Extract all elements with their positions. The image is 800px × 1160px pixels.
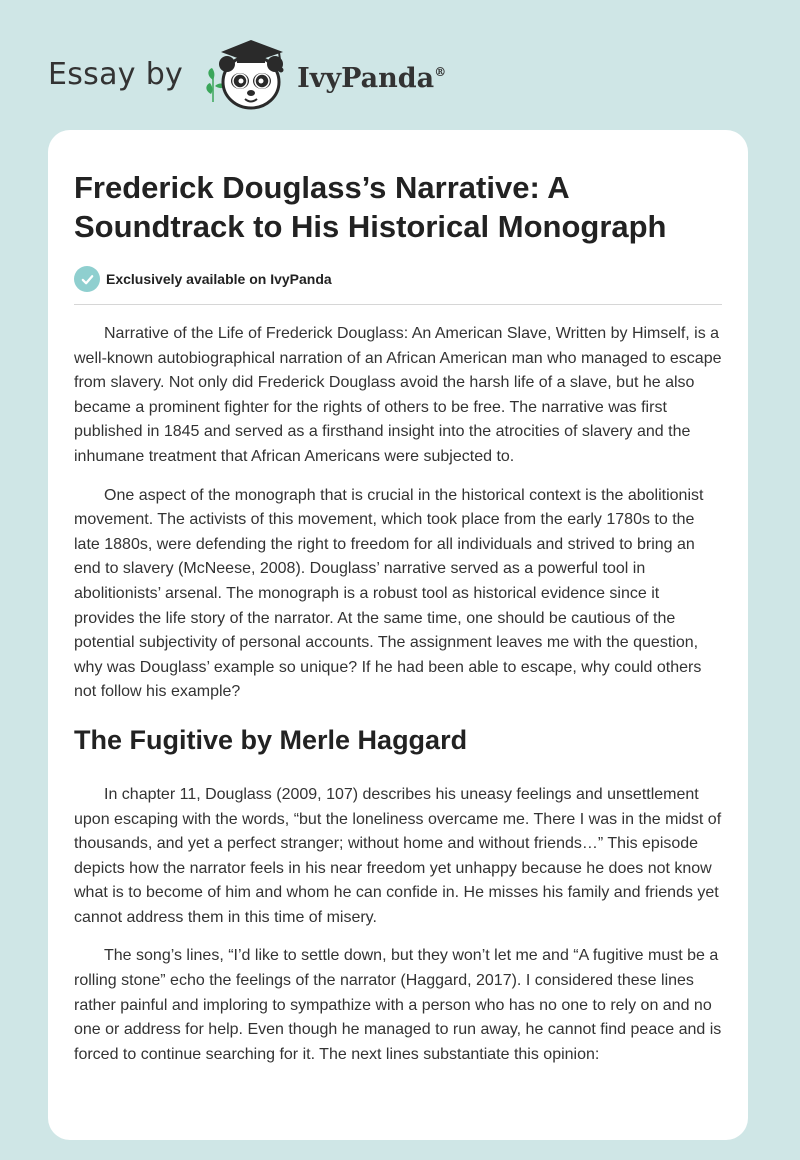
paragraph: The song’s lines, “I’d like to settle down, but they won’t let me and “A fugitive must be a rolling stone” echo the feelings of the narrator (Haggard, 2017). I considered these lines rather painful and imploring to sympathize with a person who has no one to rely on and no one or address for help. Even though he managed to run away, he cannot find peace and is forced to continue searching for it. The next lines substantiate this opinion: — [74, 947, 722, 1063]
paragraph: In chapter 11, Douglass (2009, 107) describes his uneasy feelings and unsettlement upon escaping with the words, “but the loneliness overcame me. There I was in the midst of thousands, and yet a perfect stranger; without home and without friends…” This episode depicts how the narrator feels in his near freedom yet unhappy because he does not know what is to become of him and whom he can confide in. He misses his family and friends yet cannot address them in this time of misery. — [74, 785, 722, 926]
paragraph: One aspect of the monograph that is crucial in the historical context is the abolitionist movement. The activists of this movement, which took place from the early 1780s to the late 1880s, were defending the right to freedom for all individuals and strived to bring an end to slavery (McNeese, 2008). Douglass’ narrative served as a powerful tool in abolitionists’ arsenal. The monograph is a robust tool as historical evidence since it provides the life story of the narrator. At the same time, one should be cautious of the potential subjectivity of personal accounts. The assignment leaves me with the question, why was Douglass’ example so unique? If he had been able to escape, why could others not follow his example? — [74, 486, 704, 701]
ivypanda-logo[interactable] — [199, 36, 446, 112]
exclusive-badge — [74, 266, 722, 292]
site-header — [48, 36, 446, 112]
article-body — [74, 322, 722, 1067]
paragraph: Narrative of the Life of Frederick Douglass: An American Slave, Written by Himself, is a well-known autobiographical narration of an African American man who managed to escape from slavery. Not only did Frederick Douglass avoid the harsh life of a slave, but he also became a prominent fighter for the rights of others to be free. The narrative was first published in 1845 and served as a firsthand insight into the atrocities of slavery and the inhumane treatment that African Americans were subjected to. — [74, 325, 722, 465]
article-card — [48, 130, 748, 1140]
divider — [74, 304, 722, 305]
essay-by-label: Essay by — [48, 56, 184, 92]
brand-name — [297, 63, 446, 94]
brand-text: IvyPanda — [297, 62, 435, 94]
panda-graduate-icon — [199, 36, 295, 112]
registered-mark: ® — [434, 64, 447, 79]
article-title: Frederick Douglass’s Narrative: A Soundtrack to His Historical Monograph — [74, 170, 667, 244]
section-heading: The Fugitive by Merle Haggard — [74, 724, 468, 755]
check-icon — [74, 266, 100, 292]
exclusive-label: Exclusively available on IvyPanda — [106, 271, 332, 287]
